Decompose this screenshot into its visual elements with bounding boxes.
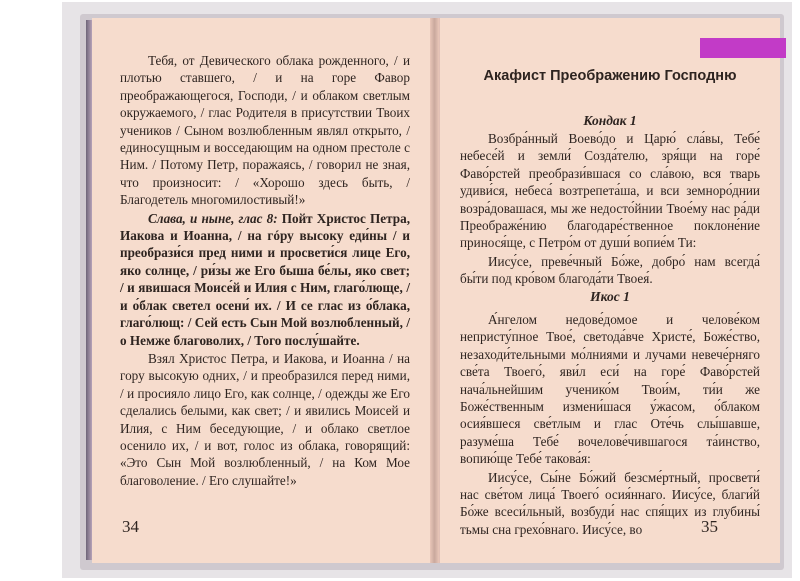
section-heading-kondak: Кондак 1: [583, 113, 637, 128]
slava-paragraph: [120, 210, 410, 349]
paragraph: Иису́се, преве́чный Бо́же, добро́ нам всегда́ бы́ти под кро́вом благода́ти Твоея́.: [460, 253, 760, 287]
paragraph: Взял Христос Петра, и Иакова, и Иоанна / на гору высокую одних, / и преобразился перед ними, / и просияло лицо Его, как солнце, / одежды же Его сделались белыми, как свет; / и явились Моисей и Илия, с Ним беседующие, / и облако светлое осенило их, / и вот, голос из облака, говорящий: «Это Сын Мой возлюбленный, / на Ком Мое благоволение. / Его слушайте!»: [120, 350, 410, 488]
left-page-text: [120, 52, 410, 489]
right-page: [439, 18, 780, 563]
page-number: 34: [122, 517, 139, 536]
paragraph: Возбра́нный Воево́до и Царю́ сла́вы, Тебе́ небесе́й и земли́ Созда́телю, зря́щи на горе́ Фаво́рстей преобрази́вшася со сла́вою, вся тварь удиви́ся, небеса́ возтрепета́ша, и вси земноро́днии возра́довашася, мы же недосто́йнии Твое́му нас ра́ди Преображе́нию благодаре́ственное поклоне́ние принося́ще, с Петро́м от души́ вопие́м Ти:: [460, 131, 760, 251]
paragraph: Тебя, от Девического облака рожденного, / и плотью ставшего, / и на горе Фавор преображающегося, Господи, / и облаком светлым окружаемого, / глас Родителя в присутствии Твоих учеников / Сыном возлюбленным являл открыто, / единосущным и восседающим на одном престоле с Ним. / Потому Петр, поражаясь, / говорил не зная, что произносит: / «Хорошо здесь быть, / Благодетель многомилостивый!»: [120, 53, 410, 208]
page-title: Акафист Преображению Господню: [483, 68, 737, 84]
slava-label: Слава, и ныне, глас 8:: [148, 210, 278, 226]
slava-text: Пойт Христос Петра, Иакова и Иоанна, / на гóру высоку еди́ны / и преобрази́ся пред ними и просвети́ся лице Его, яко солнце, / ри́зы же Его быша бе́лы, яко свет; / и явишася Моисе́й и Илия с Ним, глаго́люще, / и о́блак светел осени́ их. / И се глас из о́блака, глаго́лющ: / Сей есть Сын Мой возлюбленный, / о Немже благоволих, / Того послу́шайте.: [120, 210, 410, 348]
paragraph: А́нгелом недове́домое и челове́ком непристу́пное Твое́, светода́вче Христе́, Боже́ство, незаходи́тельными мо́лниями и лучами невече́рняго све́та Твоего́, яви́л еси́ на горе́ Фаво́рстей нача́льнейшим ученико́м Твои́м, ти́и же Боже́ственным измени́шася у́жасом, о́блаком осия́вшеся све́тлым и глас Оте́чь слы́шавше, разуме́ша Тебе́ вочелове́чившагося та́инство, вопию́ще Тебе́ такова́я:: [460, 312, 760, 467]
kondak-text: [460, 130, 760, 288]
paragraph: Иису́се, Сы́не Бо́жий безсме́ртный, просвети́ нас све́том лица́ Твоего́ осия́ннаго. Иису́се, благи́й Бо́же всеси́льный, возбуди́ нас спя́щих из глубины́ тьмы сна грехо́внаго. Иису́се, во: [460, 469, 760, 537]
ikos-text: [460, 311, 760, 538]
page-number: 35: [701, 517, 718, 536]
book-gutter: [430, 18, 439, 563]
bookmark-tab: [700, 38, 786, 58]
left-page: [92, 18, 431, 563]
section-heading-ikos: Икос 1: [590, 289, 630, 304]
